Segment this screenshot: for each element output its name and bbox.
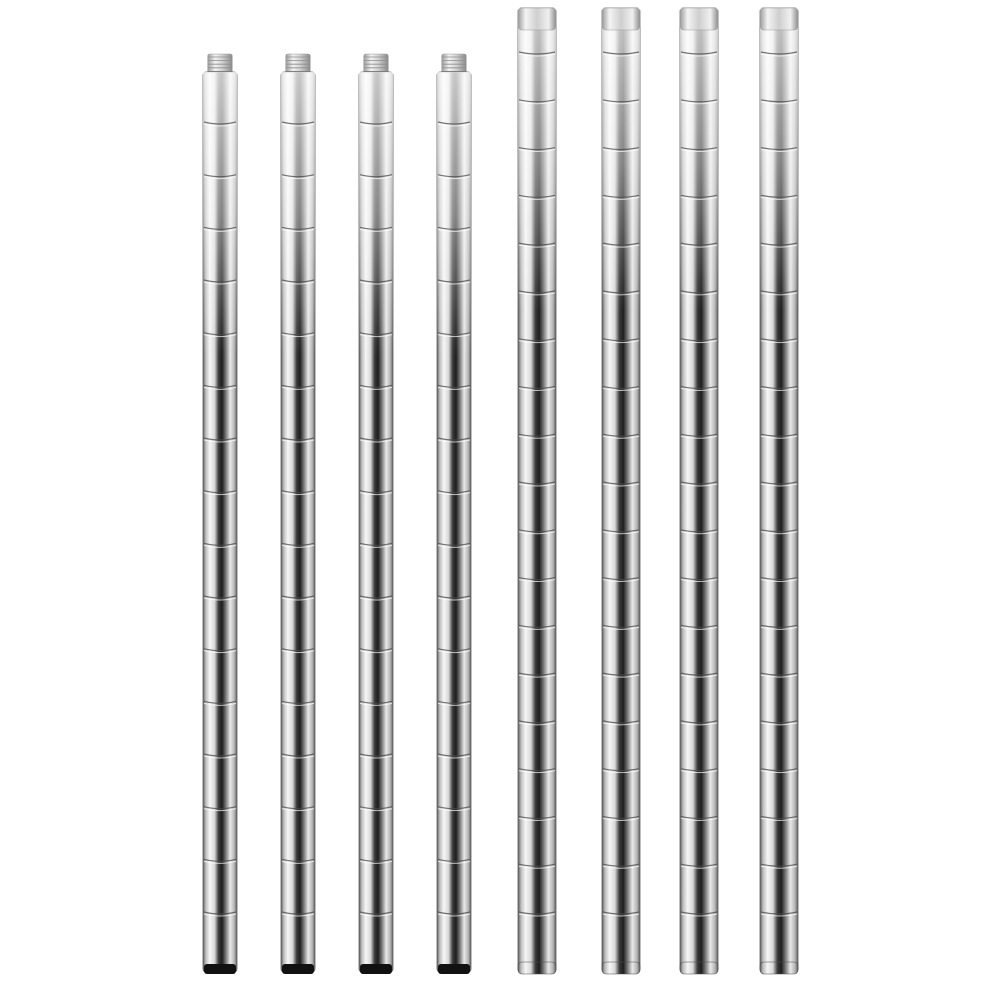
tube-highlight: [602, 8, 640, 442]
rubber-foot: [282, 964, 314, 974]
post-top-cap: [760, 8, 798, 30]
extension-post-2: [602, 8, 640, 974]
post-top-cap: [680, 8, 718, 30]
posts-group: [203, 8, 798, 974]
extension-post-1: [518, 8, 556, 974]
extension-post-4: [760, 8, 798, 974]
threaded-post-4: [437, 54, 471, 974]
tube-highlight: [437, 72, 471, 477]
post-top-cap: [518, 8, 556, 30]
tube-highlight: [680, 8, 718, 442]
tube-highlight: [518, 8, 556, 442]
threaded-post-2: [281, 54, 315, 974]
threaded-post-1: [203, 54, 237, 974]
rubber-foot: [360, 964, 392, 974]
post-bottom-cap: [760, 962, 798, 974]
extension-post-3: [680, 8, 718, 974]
post-bottom-cap: [680, 962, 718, 974]
post-bottom-cap: [518, 962, 556, 974]
tube-highlight: [359, 72, 393, 477]
tube-highlight: [281, 72, 315, 477]
post-bottom-cap: [602, 962, 640, 974]
threaded-post-3: [359, 54, 393, 974]
rubber-foot: [204, 964, 236, 974]
tube-highlight: [760, 8, 798, 442]
rubber-foot: [438, 964, 470, 974]
tube-highlight: [203, 72, 237, 477]
post-top-cap: [602, 8, 640, 30]
